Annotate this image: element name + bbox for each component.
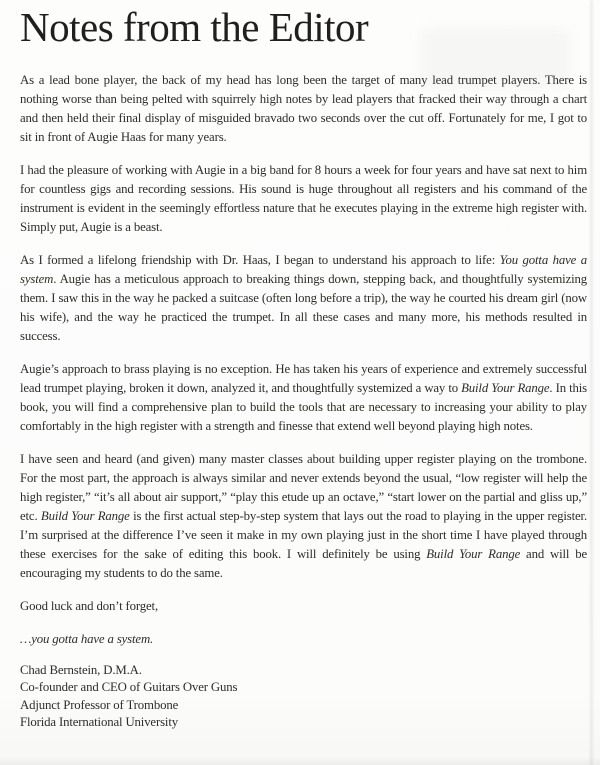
signature-line: Florida International University (20, 715, 178, 730)
text-segment: I have seen and heard (and given) many master classes about building upper register playing on the trombone. For the most part, the approach is always similar and never extends beyond the usual, “low register will help the high register,” “it’s all about air support,” “play this etude up an octave,” “start lower on the partial and gliss up,” etc. (20, 451, 587, 523)
body-paragraph (20, 161, 587, 237)
italic-text-segment: Build Your Range (40, 508, 130, 523)
text-segment: is the first actual step-by-step system that lays out the road to playing in the upper register. I’m surprised at the difference I’ve seen it make in my own playing just in the short time I have played through these exercises for the sake of editing this book. I will definitely be using (20, 508, 587, 561)
text-segment: . In this book, you will find a comprehensive plan to build the tools that are necessary to increasing your ability to play comfortably in the high register with a strength and finesse that extend well beyond playing high notes. (20, 380, 587, 433)
body-paragraph (20, 71, 587, 147)
text-segment: As I formed a lifelong friendship with Dr. Haas, I began to understand his approach to life: (20, 252, 500, 267)
text-segment: . Augie has a meticulous approach to breaking things down, stepping back, and thoughtfully systemizing them. I saw this in the way he packed a suitcase (often long before a trip), the way he courted his dream girl (now his wife), and the way he practiced the trumpet. In all these cases and many more, his methods resulted in success. (20, 271, 587, 343)
text-segment: I had the pleasure of working with Augie in a big band for 8 hours a week for four years and have sat next to him for countless gigs and recording sessions. His sound is huge throughout all registers and his command of the instrument is evident in the seemingly effortless nature that he executes playing in the extreme high register with. Simply put, Augie is a beast. (20, 162, 587, 234)
signature-line: Chad Bernstein, D.M.A. (20, 662, 142, 677)
signature-line: Adjunct Professor of Trombone (20, 697, 179, 712)
page-title: Notes from the Editor (20, 4, 369, 50)
italic-text-segment: You gotta have a system (20, 252, 587, 286)
scan-shadow-artifact (0, 757, 600, 765)
body-paragraph (20, 360, 587, 436)
italic-text-segment: Build Your Range (461, 380, 550, 395)
text-segment: Augie’s approach to brass playing is no exception. He has taken his years of experience and extremely successful lead trumpet playing, broken it down, analyzed it, and thoughtfully systemized a way to (20, 361, 587, 395)
body-paragraph (20, 450, 587, 583)
signature-line: Co-founder and CEO of Guitars Over Guns (20, 680, 238, 695)
body-paragraph (20, 251, 587, 346)
signature-block (20, 662, 587, 732)
italic-text-segment: …you gotta have a system. (20, 631, 154, 646)
body-text (20, 71, 587, 649)
text-segment: As a lead bone player, the back of my head has long been the target of many lead trumpet players. There is nothing worse than being pelted with squirrely high notes by lead players that fracked their way through a chart and then held their final display of misguided bravado two seconds over the cut off. Fortunately for me, I got to sit in front of Augie Haas for many years. (20, 72, 587, 144)
text-segment: and will be encouraging my students to do the same. (20, 546, 587, 580)
body-paragraph (20, 597, 587, 616)
text-segment: Good luck and don’t forget, (20, 598, 158, 613)
italic-text-segment: Build Your Range (426, 546, 521, 561)
body-paragraph (20, 630, 587, 649)
